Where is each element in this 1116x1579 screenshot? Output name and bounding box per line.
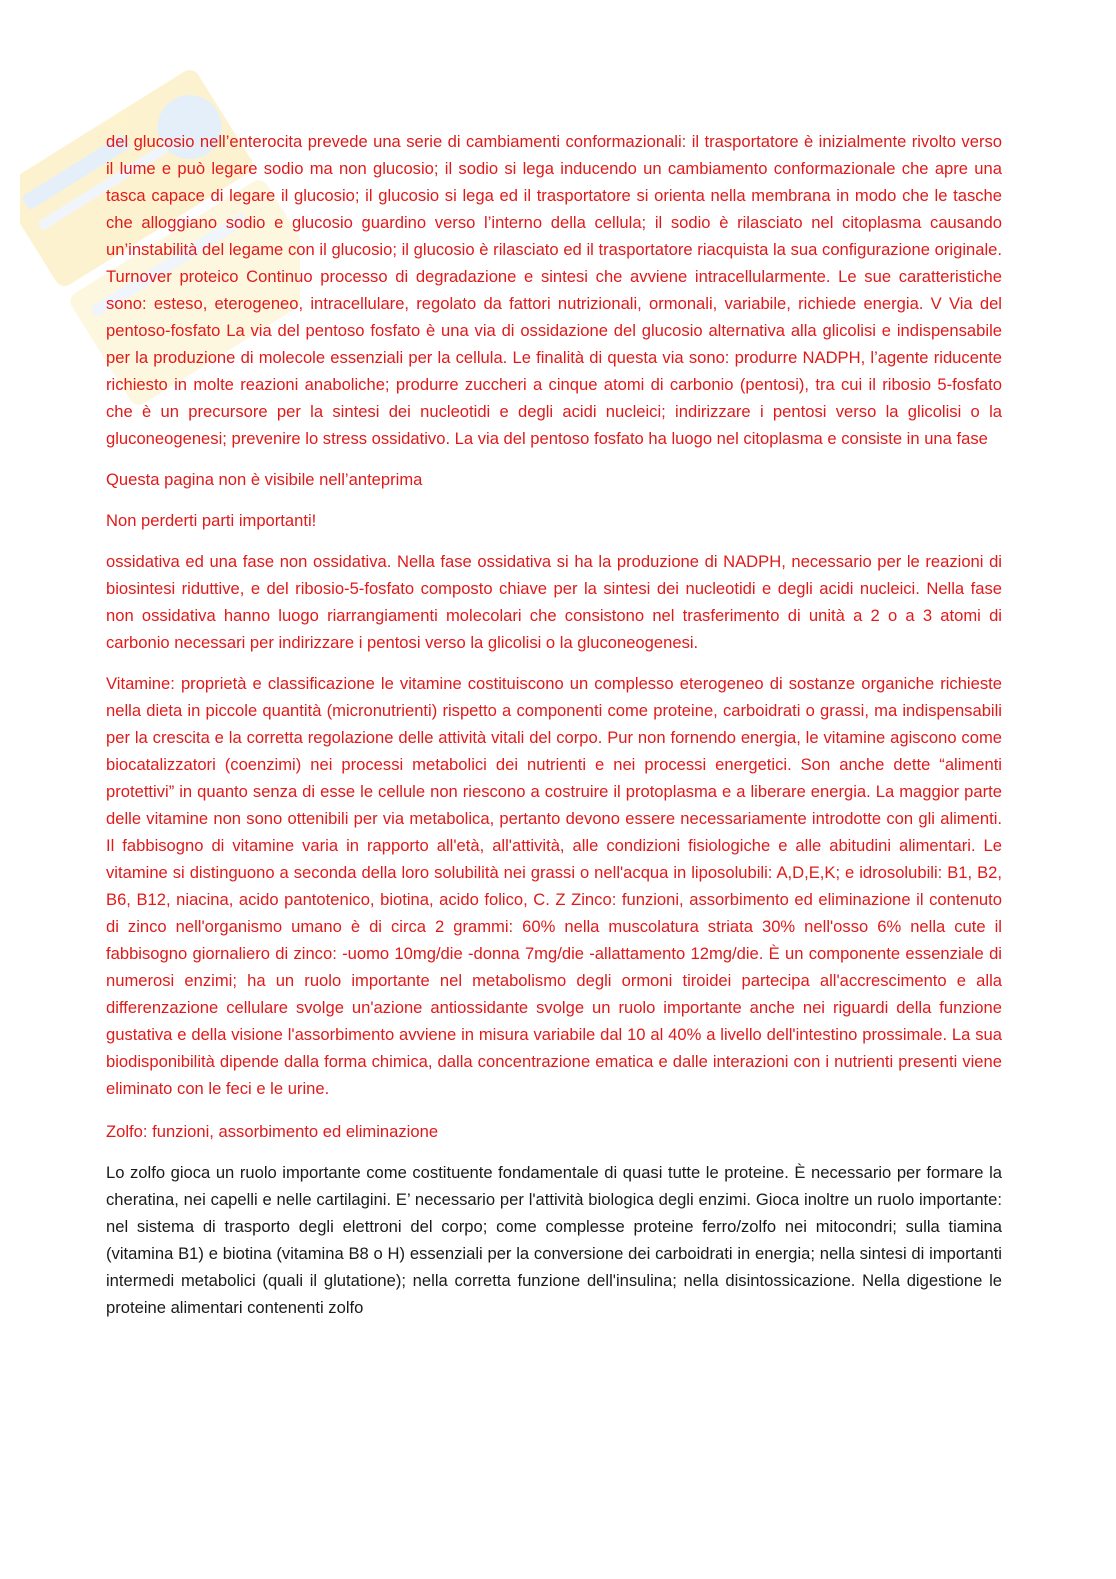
paragraph-glucose-transport: del glucosio nell’enterocita prevede una serie di cambiamenti conformazionali: il trasportatore è inizialmente rivolto verso il lume e può legare sodio ma non glucosio; il sodio si lega inducendo un cambiamento conformazionale che apre una tasca capace di legare il glucosio; il glucosio si lega ed il trasportatore si orienta nella membrana in modo che le tasche che alloggiano sodio e glucosio guardino verso l’interno della cellula; il sodio è rilasciato nel citoplasma causando un’instabilità del legame con il glucosio; il glucosio è rilasciato ed il trasportatore riacquista la sua configurazione originale. Turnover proteico Continuo processo di degradazione e sintesi che avviene intracellularmente. Le sue caratteristiche sono: esteso, eterogeneo, intracellulare, regolato da fattori nutrizionali, ormonali, variabile, richiede energia. V Via del pentoso-fosfato La via del pentoso fosfato è una via di ossidazione del glucosio alternativa alla glicolisi e indispensabile per la produzione di molecole essenziali per la cellula. Le finalità di questa via sono: produrre NADPH, l’agente riducente richiesto in molte reazioni anaboliche; produrre zuccheri a cinque atomi di carbonio (pentosi), tra cui il ribosio 5-fosfato che è un precursore per la sintesi dei nucleotidi e degli acidi nucleici; indirizzare i pentosi verso la glicolisi o la gluconeogenesi; prevenire lo stress ossidativo. La via del pentoso fosfato ha luogo nel citoplasma e consiste in una fase	[106, 132, 1002, 448]
paragraph-vitamins-zinc: Vitamine: proprietà e classificazione le vitamine costituiscono un complesso eterogeneo di sostanze organiche richieste nella dieta in piccole quantità (micronutrienti) rispetto a componenti come proteine, carboidrati o grassi, ma indispensabili per la crescita e la corretta regolazione delle attività vitali del corpo. Pur non fornendo energia, le vitamine agiscono come biocatalizzatori (coenzimi) nei processi metabolici dei nutrienti e nei processi energetici. Son anche dette “alimenti protettivi” in quanto senza di esse le cellule non riescono a costruire il protoplasma e a liberare energia. La maggior parte delle vitamine non sono ottenibili per via metabolica, pertanto devono essere necessariamente introdotte con gli alimenti. Il fabbisogno di vitamine varia in rapporto all'età, all'attività, alle condizioni fisiologiche e alle abitudini alimentari. Le vitamine si distinguono a seconda della loro solubilità nei grassi o nell'acqua in liposolubili: A,D,E,K; e idrosolubili: B1, B2, B6, B12, niacina, acido pantotenico, biotina, acido folico, C. Z Zinco: funzioni, assorbimento ed eliminazione il contenuto di zinco nell'organismo umano è di circa 2 grammi: 60% nella muscolatura striata 30% nell'osso 6% nella cute il fabbisogno giornaliero di zinco: -uomo 10mg/die -donna 7mg/die -allattamento 12mg/die. È un componente essenziale di numerosi enzimi; ha un ruolo importante nel metabolismo degli ormoni tiroidei partecipa all'accrescimento e alla differenzazione cellulare svolge un'azione antiossidante svolge un ruolo importante anche nei riguardi della funzione gustativa e della visione l'assorbimento avviene in misura variabile dal 10 al 40% a livello dell'intestino prossimale. La sua biodisponibilità dipende dalla forma chimica, dalla concentrazione ematica e dalle interazioni con i nutrienti presenti viene eliminato con le feci e le urine.	[106, 674, 1002, 1098]
paragraph-zolfo: Lo zolfo gioca un ruolo importante come costituente fondamentale di quasi tutte le proteine. È necessario per formare la cheratina, nei capelli e nelle cartilagini. E’ necessario per l'attività biologica degli enzimi. Gioca inoltre un ruolo importante: nel sistema di trasporto degli elettroni del corpo; come complesse proteine ferro/zolfo nei mitocondri; sulla tiamina (vitamina B1) e biotina (vitamina B8 o H) essenziali per la conversione dei carboidrati in energia; nella sintesi di importanti intermedi metabolici (quali il glutatione); nella corretta funzione dell'insulina; nella disintossicazione. Nella digestione le proteine alimentari contenenti zolfo	[106, 1163, 1002, 1317]
document-body	[106, 128, 1002, 1335]
paragraph-pentose-phases: ossidativa ed una fase non ossidativa. Nella fase ossidativa si ha la produzione di NADPH, necessario per le reazioni di biosintesi riduttive, e del ribosio-5-fosfato composto chiave per la sintesi dei nucleotidi e degli acidi nucleici. Nella fase non ossidativa hanno luogo riarrangiamenti molecolari che consistono nel trasferimento di unità a 2 o a 3 atomi di carbonio necessari per indirizzare i pentosi verso la glicolisi o la gluconeogenesi.	[106, 552, 1002, 652]
heading-zolfo: Zolfo: funzioni, assorbimento ed eliminazione	[106, 1122, 439, 1141]
preview-notice: Questa pagina non è visibile nell’anteprima	[106, 470, 423, 489]
preview-cta: Non perderti parti importanti!	[106, 511, 317, 530]
